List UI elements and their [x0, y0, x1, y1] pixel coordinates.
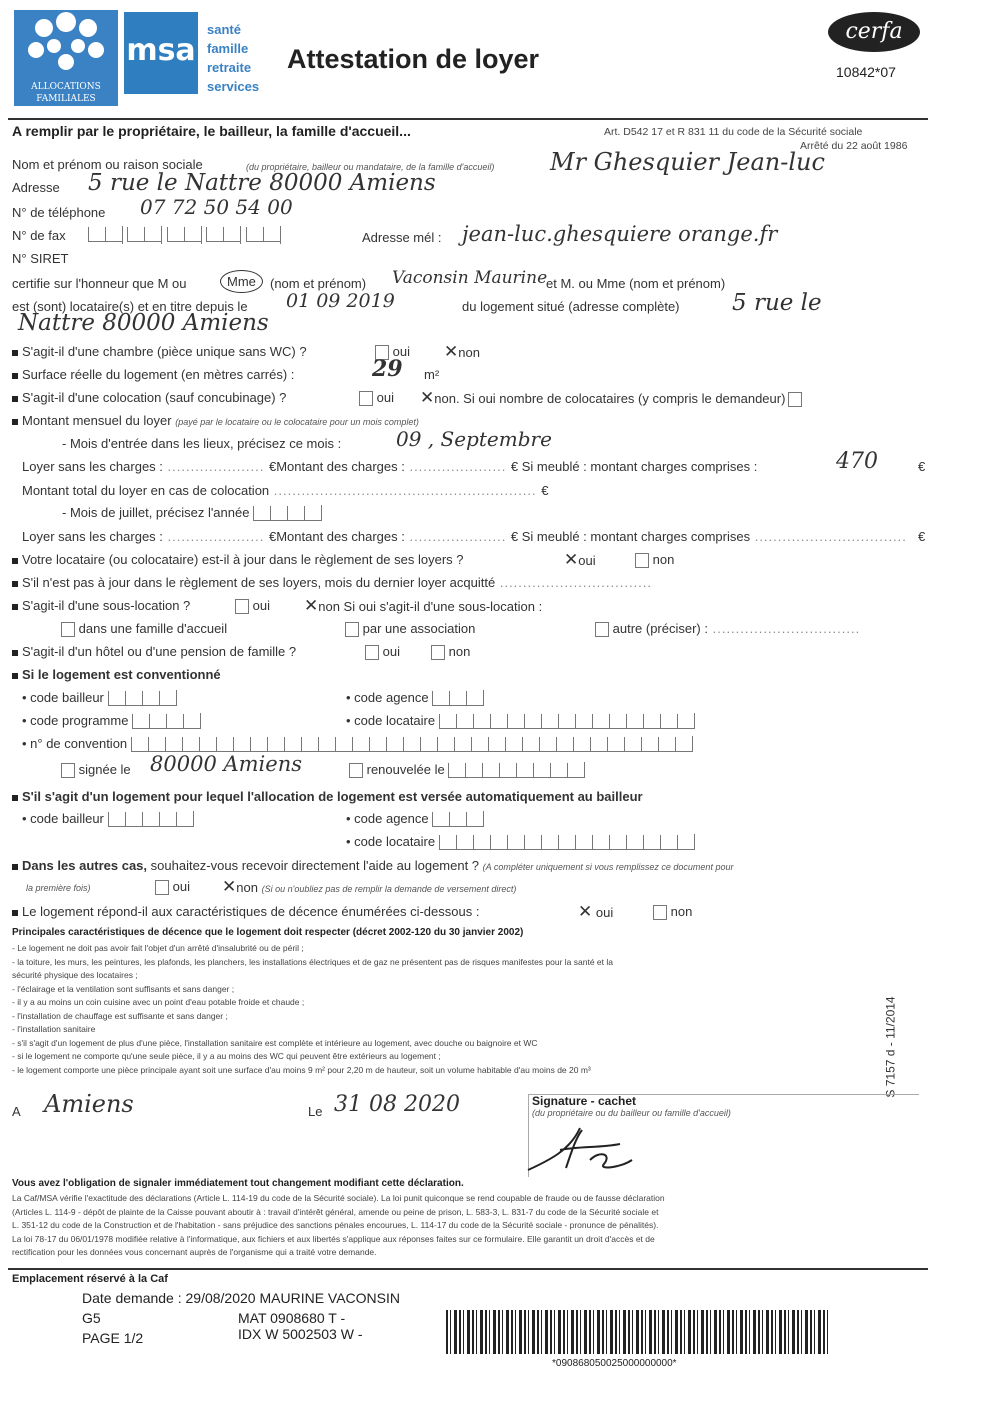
divider: [8, 1268, 928, 1270]
decency-no[interactable]: non: [650, 904, 692, 920]
divider: [8, 118, 928, 120]
caf-mat: MAT 0908680 T -: [238, 1310, 346, 1326]
checkbox[interactable]: [155, 880, 169, 895]
direct-aid-hint2: la première fois): [26, 883, 91, 893]
conv-code-bailleur: • code bailleur: [22, 690, 177, 706]
room-no[interactable]: ✕non: [444, 342, 480, 362]
rent-row-1: Loyer sans les charges : ..................... €Montant des charges : ..................... € Si meublé : montant charges comprises :: [22, 459, 758, 474]
decency-list: [12, 942, 613, 1077]
not-uptodate-question: S'il n'est pas à jour dans le règlement de ses loyers, mois du dernier loyer acquitté .................................: [12, 575, 652, 590]
legal-line: La loi 78-17 du 06/01/1978 modifiée relative à l'informatique, aux fichiers et aux libertés s'applique aux réponses faites sur ce formulaire. Elle garantit un droit d'accès et de: [12, 1233, 655, 1244]
rental-address-2[interactable]: Nattre 80000 Amiens: [18, 310, 269, 336]
hotel-question: S'agit-il d'un hôtel ou d'une pension de famille ?: [12, 644, 296, 659]
bullet-icon: [12, 910, 18, 916]
decency-item: - le logement comporte une pièce principale ayant soit une surface d'au moins 9 m² pour 2,20 m de hauteur, soit un volume habitable d'au moins de 20 m³: [12, 1064, 591, 1075]
place-label: A: [12, 1104, 21, 1119]
surface-question: Surface réelle du logement (en mètres carrés) :: [12, 367, 294, 382]
fax-cells[interactable]: [88, 226, 281, 244]
legal-line: rectification pour les données vous concernant auprès de l'organisme qui a traité votre demande.: [12, 1247, 377, 1257]
barcode: [446, 1310, 828, 1354]
auto-heading: S'il s'agit d'un logement pour lequel l'allocation de logement est versée automatiquement au bailleur: [12, 789, 643, 804]
caf-g5: G5: [82, 1310, 101, 1326]
cerfa-number: 10842*07: [836, 64, 896, 80]
checkbox[interactable]: [595, 622, 609, 637]
decency-item: - l'installation de chauffage est suffisante et sans danger ;: [12, 1010, 228, 1021]
legal-ref: Art. D542 17 et R 831 11 du code de la Sécurité sociale: [604, 126, 863, 138]
auto-code-agence: • code agence: [346, 811, 484, 827]
certify-line1c: et M. ou Mme (nom et prénom): [546, 276, 726, 291]
email-label: Adresse mél :: [362, 230, 442, 245]
direct-aid-question: Dans les autres cas, souhaitez-vous recevoir directement l'aide au logement ? (A compléter uniquement si vous remplissez ce document pour: [12, 858, 733, 873]
checkbox[interactable]: [359, 391, 373, 406]
conv-code-agence: • code agence: [346, 690, 484, 706]
legal-heading: Vous avez l'obligation de signaler immédiatement tout changement modifiant cette déclaration.: [12, 1178, 464, 1189]
entry-month-label: - Mois d'entrée dans les lieux, précisez ce mois :: [62, 436, 342, 451]
conv-code-programme: • code programme: [22, 713, 201, 729]
bullet-icon: [12, 419, 18, 425]
check-x-icon: ✕: [578, 902, 593, 922]
total-coloc: Montant total du loyer en cas de colocation ......................................................... €: [22, 483, 549, 498]
checkbox[interactable]: [365, 645, 379, 660]
bullet-icon: [12, 673, 18, 679]
msa-logo: [124, 12, 198, 94]
bullet-icon: [12, 650, 18, 656]
direct-aid-no[interactable]: ✕non (Si ou n'oubliez pas de remplir la demande de versement direct): [222, 877, 517, 897]
decency-item: - s'il s'agit d'un logement de plus d'une pièce, l'installation sanitaire est complète et intérieure au logement, avec douche ou baignoire et WC: [12, 1037, 538, 1048]
bullet-icon: [12, 795, 18, 801]
certify-line2b: du logement situé (adresse complète): [462, 299, 680, 314]
date-label: Le: [308, 1104, 323, 1119]
furnished-value[interactable]: 470: [836, 449, 878, 474]
decency-item: sécurité physique des locataires ;: [12, 970, 138, 980]
caf-page: PAGE 1/2: [82, 1330, 144, 1346]
since-date[interactable]: 01 09 2019: [286, 290, 395, 312]
address-label: Adresse: [12, 180, 60, 195]
msa-word: services: [207, 79, 260, 94]
msa-word: famille: [207, 41, 249, 56]
subloc-question: S'agit-il d'une sous-location ?: [12, 598, 190, 613]
decency-item: - l'installation sanitaire: [12, 1024, 96, 1034]
bullet-icon: [12, 558, 18, 564]
auto-code-bailleur: • code bailleur: [22, 811, 194, 827]
form-side-code: S 7157 d - 11/2014: [883, 996, 898, 1098]
decency-item: - il y a au moins un coin cuisine avec un point d'eau potable froide et chaude ;: [12, 997, 305, 1007]
certify-line2a: est (sont) locataire(s) et en titre depuis le: [12, 299, 248, 314]
check-x-icon: ✕: [444, 342, 459, 362]
caf-family-icon: [14, 10, 118, 80]
conv-signed: signée le: [58, 762, 131, 778]
handwritten-signature-icon: [520, 1120, 640, 1176]
decency-item: - Le logement ne doit pas avoir fait l'objet d'un arrêté d'insalubrité ou de péril ;: [12, 943, 304, 953]
legal-line: L. 351-12 du code de la Construction et de l'habitation - sans préjudice des sanctions pénales encourues, L. 114-17 du code de la Sécurité sociale - pronunce de pénalités).: [12, 1220, 659, 1230]
caf-logo: [14, 10, 118, 106]
certify-mme-circled: Mme: [220, 270, 263, 293]
certify-line1b: (nom et prénom): [270, 276, 367, 291]
subloc-no[interactable]: ✕non Si oui s'agit-il d'une sous-location :: [304, 596, 543, 616]
rent-row-2: Loyer sans les charges : ..................... €Montant des charges : ..................... € Si meublé : montant charges comprises .................................: [22, 529, 907, 544]
signature-hint: (du propriétaire ou du bailleur ou famille d'accueil): [532, 1108, 731, 1118]
direct-aid-yes[interactable]: oui: [152, 879, 190, 895]
checkbox[interactable]: [349, 763, 363, 778]
tenant-name[interactable]: Vaconsin Maurine: [392, 268, 548, 288]
hotel-no[interactable]: non: [428, 644, 470, 660]
subloc-yes[interactable]: oui: [232, 598, 270, 614]
legal-ref-2: Arrêté du 22 août 1986: [800, 140, 908, 152]
legal-line: La Caf/MSA vérifie l'exactitude des déclarations (Article L. 114-19 du code de la Sécurité sociale). La loi punit quiconque se rend coupable de fraude ou de fausse déclaration: [12, 1193, 665, 1203]
conv-num-convention: • n° de convention: [22, 736, 693, 752]
owner-email[interactable]: jean-luc.ghesquiere orange.fr: [462, 222, 778, 246]
rent-question: Montant mensuel du loyer (payé par le locataire ou le colocataire pour un mois complet): [12, 413, 419, 428]
room-yes[interactable]: oui: [372, 344, 410, 360]
check-x-icon: ✕: [304, 596, 319, 616]
uptodate-question: Votre locataire (ou colocataire) est-il à jour dans le règlement de ses loyers ?: [12, 552, 464, 567]
owner-address[interactable]: 5 rue le Nattre 80000 Amiens: [88, 170, 436, 196]
conventionne-heading: Si le logement est conventionné: [12, 667, 221, 682]
phone-label: N° de téléphone: [12, 205, 106, 220]
subloc-opt3[interactable]: autre (préciser) : ................................: [592, 621, 860, 637]
checkbox[interactable]: [61, 622, 75, 637]
caf-line2: FAMILIALES: [36, 94, 96, 104]
owner-phone[interactable]: 07 72 50 54 00: [140, 195, 293, 219]
siret-label: N° SIRET: [12, 251, 69, 266]
uptodate-no[interactable]: non: [632, 552, 674, 568]
bullet-icon: [12, 373, 18, 379]
cerfa-logo: cerfa: [828, 12, 920, 52]
msa-logo-text: msa: [126, 33, 196, 68]
place-value[interactable]: Amiens: [44, 1090, 134, 1118]
msa-word: retraite: [207, 60, 252, 75]
surface-value[interactable]: 29: [372, 356, 403, 382]
check-x-icon: ✕: [420, 388, 435, 408]
subloc-opt1[interactable]: dans une famille d'accueil: [58, 621, 227, 637]
surface-unit: m²: [424, 367, 440, 382]
barcode-text: *090868050025000000000*: [552, 1358, 677, 1369]
coloc-question: S'agit-il d'une colocation (sauf concubinage) ?: [12, 390, 286, 405]
checkbox[interactable]: [235, 599, 249, 614]
euro-sign: €: [918, 459, 926, 474]
caf-reserved-heading: Emplacement réservé à la Caf: [12, 1273, 168, 1285]
owner-heading: A remplir par le propriétaire, le bailleur, la famille d'accueil...: [12, 123, 411, 139]
bullet-icon: [12, 581, 18, 587]
msa-words: [207, 20, 259, 96]
auto-code-locataire: • code locataire: [346, 834, 695, 850]
checkbox[interactable]: [653, 905, 667, 920]
decency-question: Le logement répond-il aux caractéristiques de décence énumérées ci-dessous :: [12, 904, 479, 919]
hotel-yes[interactable]: oui: [362, 644, 400, 660]
bullet-icon: [12, 350, 18, 356]
fax-label: N° de fax: [12, 228, 66, 243]
name-label: Nom et prénom ou raison sociale: [12, 157, 203, 172]
decency-yes[interactable]: ✕ oui: [578, 902, 614, 922]
caf-date-line: Date demande : 29/08/2020 MAURINE VACONSIN: [82, 1290, 401, 1306]
euro-sign: €: [918, 529, 926, 544]
room-question: S'agit-il d'une chambre (pièce unique sans WC) ?: [12, 344, 307, 359]
entry-month-value[interactable]: 09 , Septembre: [396, 427, 552, 451]
decency-heading: Principales caractéristiques de décence que le logement doit respecter (décret 2002-120 du 30 janvier 2002): [12, 927, 524, 938]
checkbox[interactable]: [61, 763, 75, 778]
check-x-icon: ✕: [222, 877, 237, 897]
decency-item: - la toiture, les murs, les peintures, les plafonds, les planchers, les installations électriques et de gaz ne présentent pas de risques manifestes pour la santé et la: [12, 956, 613, 967]
checkbox[interactable]: [635, 553, 649, 568]
name-hint: (du propriétaire, bailleur ou mandataire, de la famille d'accueil): [246, 162, 495, 172]
owner-name[interactable]: Mr Ghesquier Jean-luc: [550, 148, 825, 176]
decency-item: - si le logement ne comporte qu'une seule pièce, il y a au moins des WC qui peuvent être extérieurs au logement ;: [12, 1051, 441, 1061]
caf-idx: IDX W 5002503 W -: [238, 1326, 363, 1342]
conv-code-locataire: • code locataire: [346, 713, 695, 729]
checkbox[interactable]: [345, 622, 359, 637]
coloc-yes[interactable]: oui: [356, 390, 394, 406]
checkbox[interactable]: [788, 392, 802, 407]
page-title: Attestation de loyer: [287, 44, 540, 74]
uptodate-yes[interactable]: ✕oui: [564, 550, 596, 570]
certify-line1a: certifie sur l'honneur que M ou: [12, 276, 187, 291]
checkbox[interactable]: [431, 645, 445, 660]
signature-title: Signature - cachet: [532, 1094, 637, 1108]
check-x-icon: ✕: [564, 550, 579, 570]
subloc-opt2[interactable]: par une association: [342, 621, 475, 637]
bullet-icon: [12, 396, 18, 402]
bullet-icon: [12, 864, 18, 870]
conv-renewed: renouvelée le: [346, 762, 585, 778]
msa-word: santé: [207, 22, 241, 37]
rental-address-1[interactable]: 5 rue le: [732, 290, 822, 316]
conv-signed-value[interactable]: 80000 Amiens: [150, 752, 303, 776]
caf-line1: ALLOCATIONS: [31, 82, 101, 92]
coloc-no[interactable]: ✕non. Si oui nombre de colocataires (y compris le demandeur): [420, 388, 802, 408]
bullet-icon: [12, 604, 18, 610]
decency-item: - l'éclairage et la ventilation sont suffisants et sans danger ;: [12, 983, 235, 994]
legal-text: [12, 1192, 665, 1260]
date-value[interactable]: 31 08 2020: [334, 1092, 460, 1117]
legal-line: (Articles L. 114-9 - dépôt de plainte de la Caisse pouvant aboutir à : travail d'intérêt général, amende ou peine de prison, L. 583-3, L. 831-7 du code de la Sécurité sociale et: [12, 1206, 659, 1217]
july-label: - Mois de juillet, précisez l'année: [62, 505, 322, 521]
